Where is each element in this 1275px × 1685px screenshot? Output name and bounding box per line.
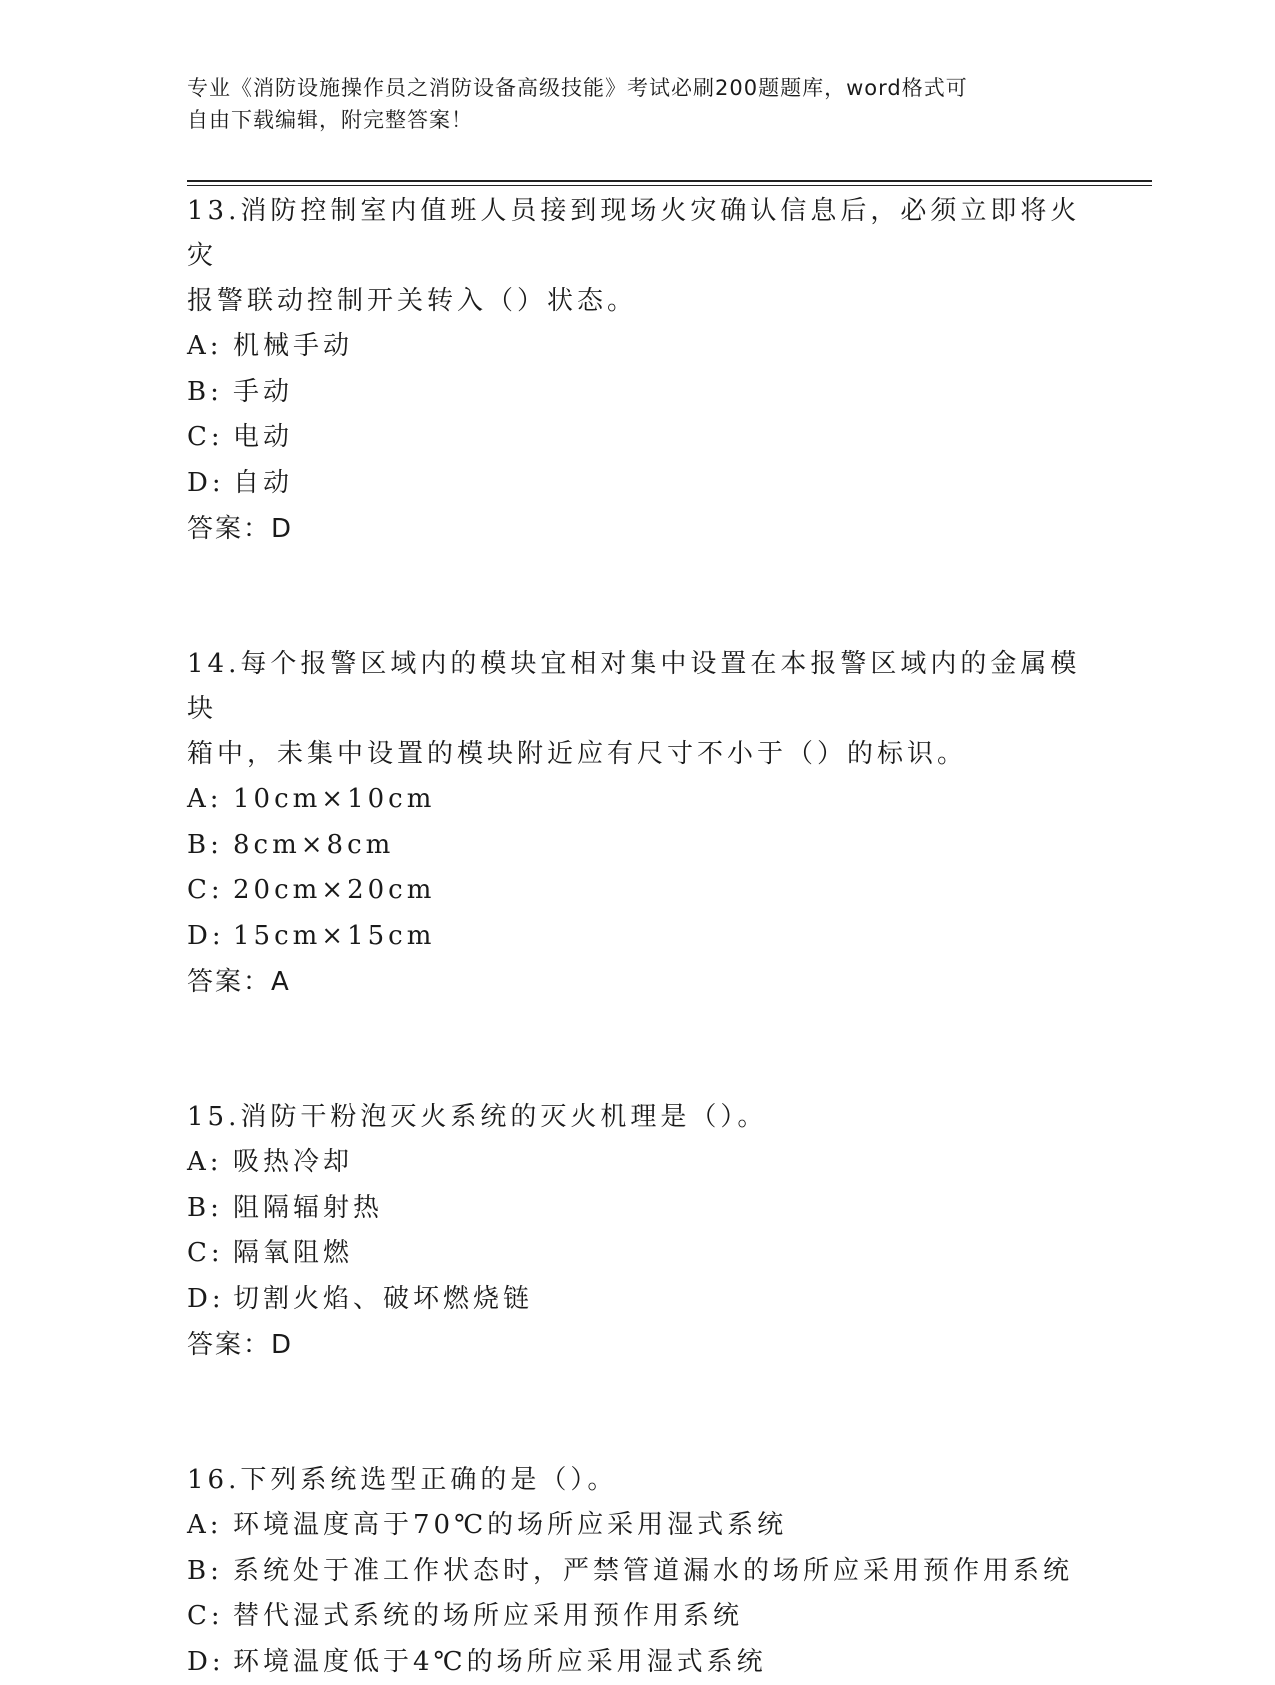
option-key: A: <box>187 324 233 370</box>
spacer <box>187 1368 1087 1456</box>
spacer <box>187 1005 1087 1093</box>
option-b <box>187 1186 1087 1232</box>
option-text: 自动 <box>233 468 293 498</box>
header-divider-thick <box>187 180 1152 182</box>
option-b <box>187 1549 1087 1595</box>
option-key: C: <box>187 1231 233 1277</box>
question-13 <box>187 187 1087 552</box>
question-text-line: 14.每个报警区域内的模块宜相对集中设置在本报警区域内的金属模块 <box>187 642 1087 732</box>
question-text-line: 16.下列系统选型正确的是（）。 <box>187 1458 1087 1503</box>
question-text-line: 箱中，未集中设置的模块附近应有尺寸不小于（）的标识。 <box>187 732 1087 777</box>
document-header <box>187 72 1067 136</box>
option-a <box>187 777 1087 823</box>
option-key: B: <box>187 1549 233 1595</box>
option-key: C: <box>187 415 233 461</box>
option-d <box>187 1640 1087 1685</box>
option-text: 阻隔辐射热 <box>233 1193 383 1223</box>
option-key: D: <box>187 461 233 507</box>
option-text: 环境温度高于70℃的场所应采用湿式系统 <box>233 1510 787 1540</box>
answer-label: 答案：D <box>187 506 1087 552</box>
question-14 <box>187 640 1087 1005</box>
option-key: C: <box>187 1594 233 1640</box>
option-key: A: <box>187 777 233 823</box>
option-key: A: <box>187 1503 233 1549</box>
question-text-line: 15.消防干粉泡灭火系统的灭火机理是（）。 <box>187 1095 1087 1140</box>
option-key: D: <box>187 1640 233 1685</box>
question-text-line: 报警联动控制开关转入（）状态。 <box>187 279 1087 324</box>
option-text: 20cm×20cm <box>233 875 435 905</box>
option-b <box>187 370 1087 416</box>
option-d <box>187 914 1087 960</box>
option-text: 环境温度低于4℃的场所应采用湿式系统 <box>233 1647 767 1677</box>
option-text: 15cm×15cm <box>233 921 435 951</box>
question-text <box>187 640 1087 777</box>
option-c <box>187 1594 1087 1640</box>
spacer <box>187 552 1087 640</box>
option-c <box>187 1231 1087 1277</box>
question-16 <box>187 1456 1087 1685</box>
option-text: 电动 <box>233 422 293 452</box>
option-b <box>187 823 1087 869</box>
answer-label: 答案：D <box>187 1322 1087 1368</box>
option-key: C: <box>187 868 233 914</box>
answer-label: 答案：A <box>187 959 1087 1005</box>
option-text: 隔氧阻燃 <box>233 1238 353 1268</box>
option-c <box>187 868 1087 914</box>
option-text: 手动 <box>233 377 293 407</box>
option-text: 替代湿式系统的场所应采用预作用系统 <box>233 1601 743 1631</box>
header-line-2: 自由下载编辑，附完整答案！ <box>187 104 1067 136</box>
option-a <box>187 324 1087 370</box>
question-text <box>187 1093 1087 1140</box>
option-key: B: <box>187 823 233 869</box>
header-divider-thin <box>187 185 1152 186</box>
option-a <box>187 1503 1087 1549</box>
option-a <box>187 1140 1087 1186</box>
option-text: 切割火焰、破坏燃烧链 <box>233 1284 533 1314</box>
option-text: 8cm×8cm <box>233 830 394 860</box>
option-key: B: <box>187 1186 233 1232</box>
option-text: 系统处于准工作状态时，严禁管道漏水的场所应采用预作用系统 <box>233 1556 1073 1586</box>
option-key: A: <box>187 1140 233 1186</box>
option-text: 10cm×10cm <box>233 784 435 814</box>
question-text <box>187 1456 1087 1503</box>
question-text-line: 13.消防控制室内值班人员接到现场火灾确认信息后，必须立即将火灾 <box>187 189 1087 279</box>
question-text <box>187 187 1087 324</box>
header-line-1: 专业《消防设施操作员之消防设备高级技能》考试必刷200题题库，word格式可 <box>187 72 1067 104</box>
option-c <box>187 415 1087 461</box>
option-key: D: <box>187 1277 233 1323</box>
option-text: 机械手动 <box>233 331 353 361</box>
question-list <box>187 187 1087 1685</box>
option-d <box>187 1277 1087 1323</box>
option-d <box>187 461 1087 507</box>
option-key: D: <box>187 914 233 960</box>
option-key: B: <box>187 370 233 416</box>
option-text: 吸热冷却 <box>233 1147 353 1177</box>
question-15 <box>187 1093 1087 1368</box>
